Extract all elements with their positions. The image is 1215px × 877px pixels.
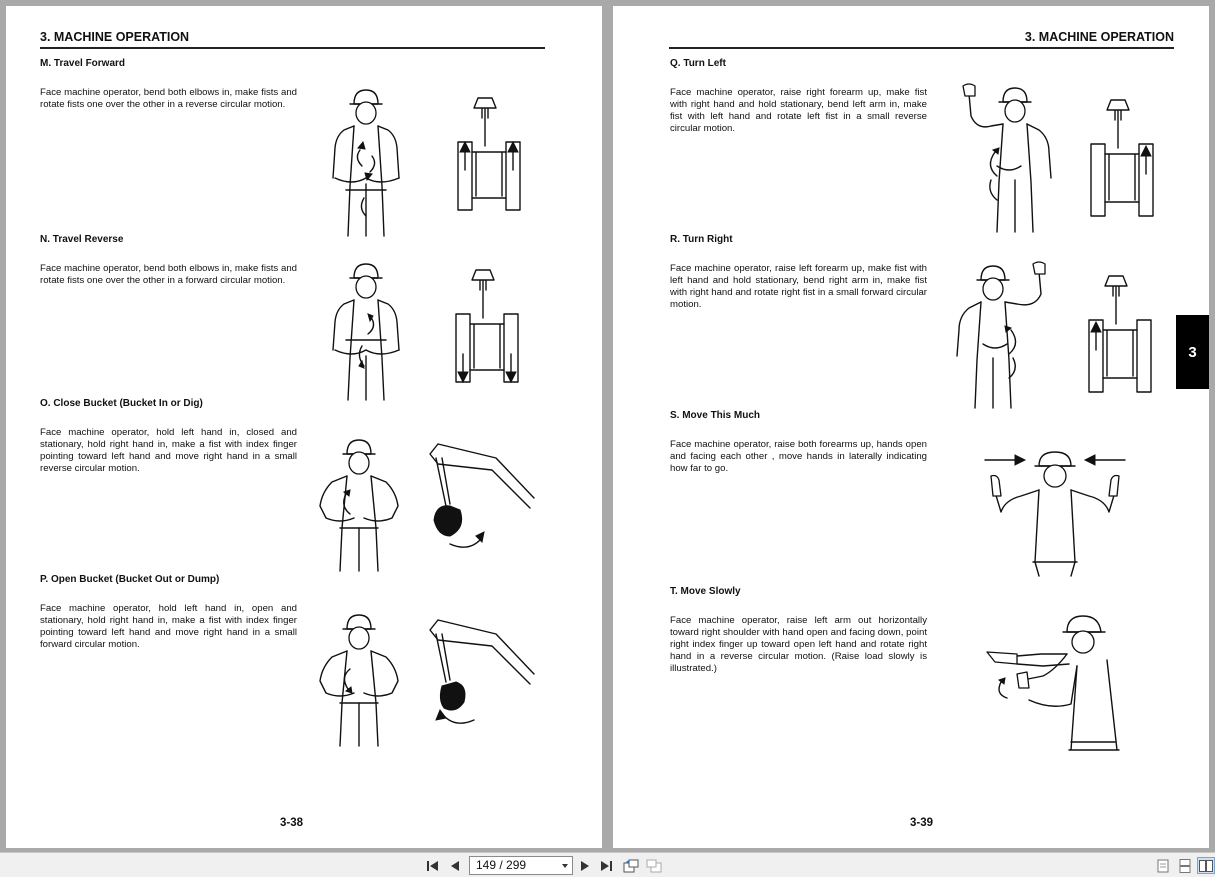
first-page-icon[interactable] xyxy=(424,857,442,874)
section-body-open-bucket: Face machine operator, hold left hand in, open and stationary, hold right hand in, make a fist with index finger pointing toward left hand and move right hand in a small forward circular motion. xyxy=(40,603,297,650)
section-body-close-bucket: Face machine operator, hold left hand in, closed and stationary, hold right hand in, make a fist with index finger pointing toward left hand and move right hand in a small reverse circular motion. xyxy=(40,427,297,474)
operator-travel-reverse-figure xyxy=(324,260,409,400)
header-rule xyxy=(669,47,1174,49)
operator-open-bucket-figure xyxy=(314,611,404,746)
chevron-down-icon xyxy=(562,864,568,868)
page-indicator: 149 / 299 xyxy=(476,858,527,872)
section-title-turn-right: R. Turn Right xyxy=(670,234,733,245)
header-rule xyxy=(40,47,545,49)
operator-travel-forward-figure xyxy=(324,86,409,236)
page-header: 3. MACHINE OPERATION xyxy=(1024,30,1174,44)
section-body-travel-forward: Face machine operator, bend both elbows in, make fists and rotate fists one over the other in a reverse circular motion. xyxy=(40,87,297,110)
excavator-turn-right-diagram xyxy=(1085,274,1155,396)
bucket-dump-out-diagram xyxy=(426,616,536,728)
operator-move-slowly-figure xyxy=(981,610,1131,760)
page-number-select[interactable] xyxy=(469,856,573,875)
operator-turn-right-figure xyxy=(955,260,1055,408)
previous-page-icon[interactable] xyxy=(446,857,464,874)
excavator-turn-left-diagram xyxy=(1087,98,1157,220)
viewer-toolbar xyxy=(0,852,1215,877)
single-page-view-icon[interactable] xyxy=(1154,857,1172,874)
section-title-travel-reverse: N. Travel Reverse xyxy=(40,234,124,245)
section-title-move-this-much: S. Move This Much xyxy=(670,410,761,421)
left-page xyxy=(6,6,602,848)
two-page-view-icon[interactable] xyxy=(1197,857,1215,874)
operator-turn-left-figure xyxy=(955,82,1055,232)
section-body-turn-left: Face machine operator, raise right forearm up, make fist with right hand and hold stationary, bend left arm in, make fist with left hand and rotate left fist in a small reverse circular motion. xyxy=(670,87,927,134)
rotate-clockwise-icon[interactable] xyxy=(622,857,640,874)
section-body-turn-right: Face machine operator, raise left forearm up, make fist with left hand and hold stationary, bend right arm in, make fist with right hand and rotate right fist in a small forward circular motion. xyxy=(670,263,927,310)
chapter-tab: 3 xyxy=(1176,315,1209,389)
section-title-close-bucket: O. Close Bucket (Bucket In or Dig) xyxy=(40,398,203,409)
excavator-travel-forward-diagram xyxy=(454,96,524,214)
section-title-travel-forward: M. Travel Forward xyxy=(40,58,126,69)
rotate-counterclockwise-icon[interactable] xyxy=(645,857,663,874)
section-title-turn-left: Q. Turn Left xyxy=(670,58,726,69)
section-body-travel-reverse: Face machine operator, bend both elbows in, make fists and rotate fists one over the other in a forward circular motion. xyxy=(40,263,297,286)
last-page-icon[interactable] xyxy=(597,857,615,874)
right-page xyxy=(613,6,1209,848)
next-page-icon[interactable] xyxy=(576,857,594,874)
operator-close-bucket-figure xyxy=(314,436,404,571)
page-number: 3-39 xyxy=(910,817,934,829)
continuous-view-icon[interactable] xyxy=(1176,857,1194,874)
section-title-move-slowly: T. Move Slowly xyxy=(670,586,741,597)
section-body-move-this-much: Face machine operator, raise both forearms up, hands open and facing each other , move hands in laterally indicating how far to go. xyxy=(670,439,927,474)
page-number: 3-38 xyxy=(280,817,304,829)
page-header: 3. MACHINE OPERATION xyxy=(40,30,190,44)
section-body-move-slowly: Face machine operator, raise left arm out horizontally toward right shoulder with hand open and facing down, point right index finger up toward open left hand and rotate right hand in a reverse circular motion. (Raise load slowly is illustrated.) xyxy=(670,615,927,674)
bucket-curl-in-diagram xyxy=(426,440,536,552)
operator-move-this-much-figure xyxy=(981,446,1129,576)
excavator-travel-reverse-diagram xyxy=(452,268,522,386)
section-title-open-bucket: P. Open Bucket (Bucket Out or Dump) xyxy=(40,574,220,585)
